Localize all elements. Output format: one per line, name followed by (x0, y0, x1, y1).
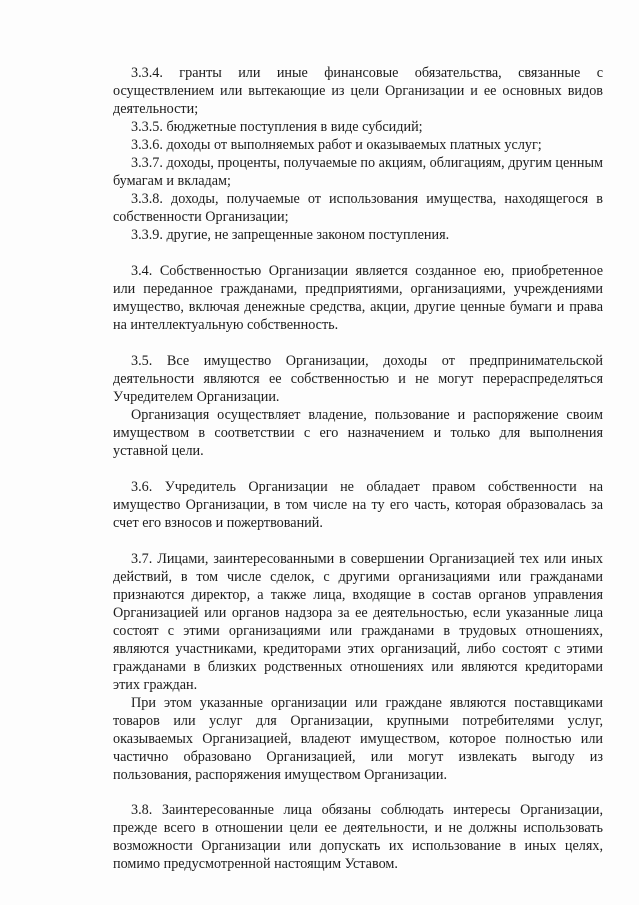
clause-3-4: 3.4. Собственностью Организации является созданное ею, приобретенное или переданное гражданами, предприятиями, организациями, учреждениями имущество, включая денежные средства, акции, другие ценные бумаги и права на интеллектуальную собственность. (113, 263, 603, 333)
clause-3-3-8: 3.3.8. доходы, получаемые от использования имущества, находящегося в собственности Организации; (113, 191, 603, 225)
clause-3-3-9: 3.3.9. другие, не запрещенные законом поступления. (131, 227, 450, 243)
clause-3-8: 3.8. Заинтересованные лица обязаны соблюдать интересы Организации, прежде всего в отношении цели ее деятельности, и не должны использовать возможности Организации или допускать их использование в иных целях, помимо предусмотренной настоящим Уставом. (113, 802, 603, 872)
clause-3-7: 3.7. Лицами, заинтересованными в совершении Организацией тех или иных действий, в том числе сделок, с другими организациями или гражданами признаются директор, а также лица, входящие в состав органов управления Организацией или органов надзора за ее деятельностью, если указанные лица состоят с этими организациями или гражданами в трудовых отношениях, являются участниками, кредиторами этих организаций, либо состоят с этими гражданами в близких родственных отношениях или являются кредиторами этих граждан. (113, 551, 603, 693)
clause-3-3-7: 3.3.7. доходы, проценты, получаемые по акциям, облигациям, другим ценным бумагам и вкладам; (113, 155, 603, 189)
clause-3-5: 3.5. Все имущество Организации, доходы от предпринимательской деятельности являются ее собственностью и не могут перераспределяться Учредителем Организации. (113, 353, 603, 405)
document-body (113, 64, 603, 873)
clause-3-3-4: 3.3.4. гранты или иные финансовые обязательства, связанные с осуществлением или вытекающие из цели Организации и ее основных видов деятельности; (113, 65, 603, 117)
clause-3-3-6: 3.3.6. доходы от выполняемых работ и оказываемых платных услуг; (131, 137, 542, 153)
clause-3-3-5: 3.3.5. бюджетные поступления в виде субсидий; (131, 119, 423, 135)
clause-3-6: 3.6. Учредитель Организации не обладает правом собственности на имущество Организации, в том числе на ту его часть, которая образовалась за счет его взносов и пожертвований. (113, 479, 603, 531)
clause-3-7-continuation: При этом указанные организации или граждане являются поставщиками товаров или услуг для Организации, крупными потребителями услуг, оказываемых Организацией, владеют имуществом, которое полностью или частично образовано Организацией, или могут извлекать выгоду из пользования, распоряжения имуществом Организации. (113, 695, 603, 783)
clause-3-5-continuation: Организация осуществляет владение, пользование и распоряжение своим имуществом в соответствии с его назначением и только для выполнения уставной цели. (113, 407, 603, 459)
